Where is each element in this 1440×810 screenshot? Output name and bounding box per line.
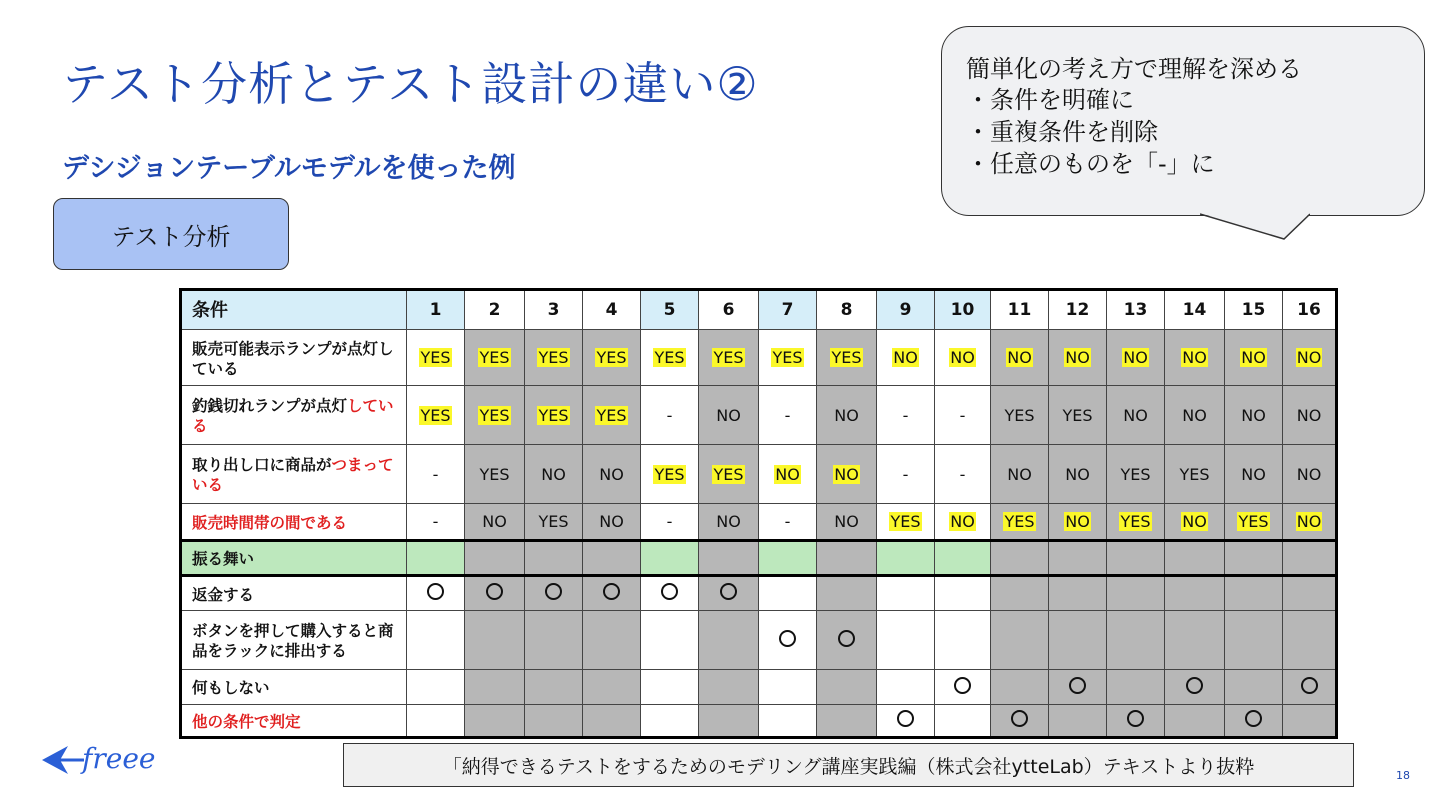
action-cell xyxy=(699,611,759,670)
condition-value: YES xyxy=(772,348,803,367)
circle-mark-icon xyxy=(1011,710,1028,727)
action-cell xyxy=(583,705,641,738)
action-cell xyxy=(817,611,877,670)
condition-cell xyxy=(1283,504,1337,541)
condition-value: NO xyxy=(834,405,859,425)
condition-cell xyxy=(699,504,759,541)
speech-bubble xyxy=(941,26,1425,216)
circle-mark-icon xyxy=(603,583,620,600)
condition-cell xyxy=(935,330,991,386)
circle-mark-icon xyxy=(897,710,914,727)
condition-value: NO xyxy=(1296,464,1322,484)
condition-cell xyxy=(759,386,817,445)
condition-cell xyxy=(877,504,935,541)
action-cell xyxy=(1283,705,1337,738)
behavior-label: 振る舞い xyxy=(181,541,407,576)
condition-cell xyxy=(1225,330,1283,386)
condition-label xyxy=(181,445,407,504)
action-cell xyxy=(1283,670,1337,705)
condition-value: NO xyxy=(1182,405,1207,425)
condition-cell xyxy=(407,330,465,386)
condition-cell xyxy=(935,445,991,504)
behavior-cell xyxy=(1283,541,1337,576)
condition-cell xyxy=(1049,330,1107,386)
condition-value: - xyxy=(432,464,439,484)
condition-cell xyxy=(877,445,935,504)
condition-value: YES xyxy=(538,348,569,367)
circle-mark-icon xyxy=(1069,677,1086,694)
action-cell xyxy=(759,705,817,738)
circle-mark-icon xyxy=(1301,677,1318,694)
behavior-cell xyxy=(525,541,583,576)
condition-cell xyxy=(935,504,991,541)
action-cell xyxy=(465,611,525,670)
condition-value: NO xyxy=(599,464,624,484)
condition-value: YES xyxy=(596,348,627,367)
condition-value: NO xyxy=(1296,512,1322,531)
behavior-cell xyxy=(583,541,641,576)
action-cell xyxy=(1107,705,1165,738)
condition-value: YES xyxy=(479,405,510,425)
bubble-item: ・重複条件を削除 xyxy=(966,118,1158,146)
condition-cell xyxy=(525,330,583,386)
condition-cell xyxy=(817,330,877,386)
condition-cell xyxy=(817,504,877,541)
condition-cell xyxy=(465,445,525,504)
condition-value: NO xyxy=(541,464,566,484)
action-cell xyxy=(583,670,641,705)
action-cell xyxy=(641,611,699,670)
action-cell xyxy=(1107,670,1165,705)
condition-cell xyxy=(583,330,641,386)
condition-cell xyxy=(699,445,759,504)
column-header: 3 xyxy=(525,290,583,330)
circle-mark-icon xyxy=(427,583,444,600)
action-label: ボタンを押して購入すると商品をラックに排出する xyxy=(181,611,407,670)
condition-value: - xyxy=(959,464,966,484)
condition-value: NO xyxy=(1065,464,1090,484)
condition-value: YES xyxy=(538,512,569,531)
column-header: 11 xyxy=(991,290,1049,330)
action-cell xyxy=(991,670,1049,705)
condition-cell xyxy=(1165,330,1225,386)
decision-table xyxy=(179,288,1338,739)
condition-value: YES xyxy=(1120,512,1151,531)
action-cell xyxy=(1107,576,1165,611)
column-header: 14 xyxy=(1165,290,1225,330)
action-cell xyxy=(1165,705,1225,738)
condition-value: YES xyxy=(479,348,510,367)
circle-mark-icon xyxy=(1127,710,1144,727)
condition-label-text: している xyxy=(192,397,394,435)
column-header: 4 xyxy=(583,290,641,330)
condition-value: NO xyxy=(1065,512,1090,531)
condition-label xyxy=(181,504,407,541)
condition-cell xyxy=(1225,504,1283,541)
condition-cell xyxy=(991,330,1049,386)
source-caption: 「納得できるテストをするためのモデリング講座実践編（株式会社ytteLab）テキストより抜粋 xyxy=(343,743,1354,787)
condition-value: YES xyxy=(1179,464,1210,484)
condition-value: YES xyxy=(654,464,685,484)
condition-value: NO xyxy=(1241,464,1266,484)
condition-cell xyxy=(1107,386,1165,445)
action-cell xyxy=(1225,670,1283,705)
condition-value: - xyxy=(902,405,909,425)
page-subtitle: デシジョンテーブルモデルを使った例 xyxy=(62,153,516,184)
condition-cell xyxy=(991,504,1049,541)
condition-cell xyxy=(1049,445,1107,504)
condition-cell xyxy=(1107,504,1165,541)
condition-label-text: 釣銭切れランプが点灯 xyxy=(192,397,348,415)
condition-value: NO xyxy=(1007,464,1032,484)
condition-value: NO xyxy=(716,405,741,425)
condition-cell xyxy=(817,445,877,504)
condition-value: NO xyxy=(1123,405,1148,425)
action-cell xyxy=(407,670,465,705)
condition-value: - xyxy=(666,405,673,425)
behavior-cell xyxy=(759,541,817,576)
condition-cell xyxy=(583,386,641,445)
action-cell xyxy=(583,611,641,670)
condition-value: - xyxy=(784,405,791,425)
condition-cell xyxy=(583,504,641,541)
condition-value: - xyxy=(432,512,439,531)
action-cell xyxy=(1049,670,1107,705)
circle-mark-icon xyxy=(954,677,971,694)
column-header: 6 xyxy=(699,290,759,330)
condition-cell xyxy=(759,504,817,541)
bubble-item: ・条件を明確に xyxy=(966,86,1134,114)
condition-cell xyxy=(699,386,759,445)
circle-mark-icon xyxy=(545,583,562,600)
condition-cell xyxy=(525,504,583,541)
action-cell xyxy=(699,576,759,611)
page-title: テスト分析とテスト設計の違い② xyxy=(62,57,759,111)
condition-value: YES xyxy=(1062,405,1093,425)
action-cell xyxy=(1225,611,1283,670)
behavior-cell xyxy=(817,541,877,576)
action-cell xyxy=(759,670,817,705)
condition-value: NO xyxy=(1182,348,1207,367)
condition-cell xyxy=(1107,330,1165,386)
condition-cell xyxy=(1225,445,1283,504)
section-tag: テスト分析 xyxy=(53,198,289,270)
condition-value: YES xyxy=(831,348,862,367)
condition-value: NO xyxy=(1123,348,1148,367)
circle-mark-icon xyxy=(779,630,796,647)
action-label: 返金する xyxy=(181,576,407,611)
condition-cell xyxy=(877,386,935,445)
condition-label-text: 販売可能表示ランプが点灯している xyxy=(192,339,394,378)
condition-value: YES xyxy=(890,512,921,531)
behavior-cell xyxy=(935,541,991,576)
condition-cell xyxy=(1283,386,1337,445)
behavior-cell xyxy=(991,541,1049,576)
behavior-cell xyxy=(699,541,759,576)
table-header-label: 条件 xyxy=(181,290,407,330)
condition-value: - xyxy=(666,512,673,531)
condition-cell xyxy=(407,386,465,445)
condition-value: NO xyxy=(834,512,859,531)
action-cell xyxy=(935,576,991,611)
action-cell xyxy=(641,576,699,611)
action-label: 他の条件で判定 xyxy=(181,705,407,738)
condition-cell xyxy=(641,386,699,445)
condition-value: - xyxy=(902,464,909,484)
column-header: 10 xyxy=(935,290,991,330)
action-cell xyxy=(1283,576,1337,611)
action-cell xyxy=(1165,670,1225,705)
behavior-cell xyxy=(407,541,465,576)
condition-value: YES xyxy=(420,348,451,367)
bubble-tail-icon xyxy=(1200,213,1310,241)
circle-mark-icon xyxy=(486,583,503,600)
condition-value: YES xyxy=(538,405,569,425)
condition-value: YES xyxy=(420,405,451,425)
action-cell xyxy=(1049,611,1107,670)
condition-cell xyxy=(1107,445,1165,504)
condition-value: NO xyxy=(1182,512,1207,531)
action-cell xyxy=(1107,611,1165,670)
condition-cell xyxy=(759,445,817,504)
column-header: 8 xyxy=(817,290,877,330)
action-cell xyxy=(935,611,991,670)
condition-cell xyxy=(583,445,641,504)
freee-logo xyxy=(38,738,188,788)
behavior-cell xyxy=(1165,541,1225,576)
behavior-cell xyxy=(877,541,935,576)
condition-value: NO xyxy=(893,348,918,367)
action-cell xyxy=(877,670,935,705)
action-cell xyxy=(759,611,817,670)
behavior-cell xyxy=(465,541,525,576)
condition-cell xyxy=(699,330,759,386)
action-cell xyxy=(817,670,877,705)
condition-value: YES xyxy=(1004,405,1035,425)
condition-label-text: 販売時間帯の間である xyxy=(192,513,348,532)
action-cell xyxy=(991,705,1049,738)
condition-cell xyxy=(641,504,699,541)
condition-value: NO xyxy=(1007,348,1032,367)
condition-value: NO xyxy=(1296,405,1322,425)
action-cell xyxy=(991,576,1049,611)
action-cell xyxy=(877,611,935,670)
circle-mark-icon xyxy=(1186,677,1203,694)
action-cell xyxy=(935,705,991,738)
action-cell xyxy=(991,611,1049,670)
action-cell xyxy=(817,705,877,738)
condition-value: YES xyxy=(1120,464,1151,484)
condition-cell xyxy=(991,445,1049,504)
column-header: 12 xyxy=(1049,290,1107,330)
condition-cell xyxy=(641,330,699,386)
condition-label xyxy=(181,386,407,445)
condition-value: NO xyxy=(599,512,624,531)
behavior-cell xyxy=(1225,541,1283,576)
column-header: 5 xyxy=(641,290,699,330)
action-cell xyxy=(465,705,525,738)
action-cell xyxy=(407,611,465,670)
action-cell xyxy=(817,576,877,611)
column-header: 15 xyxy=(1225,290,1283,330)
condition-cell xyxy=(465,504,525,541)
action-cell xyxy=(699,705,759,738)
action-cell xyxy=(525,611,583,670)
condition-cell xyxy=(465,330,525,386)
action-cell xyxy=(641,705,699,738)
circle-mark-icon xyxy=(661,583,678,600)
action-cell xyxy=(759,576,817,611)
column-header: 1 xyxy=(407,290,465,330)
condition-value: NO xyxy=(482,512,507,531)
condition-value: NO xyxy=(775,464,800,484)
condition-value: YES xyxy=(713,348,744,367)
condition-cell xyxy=(465,386,525,445)
condition-value: - xyxy=(959,405,966,425)
action-cell xyxy=(935,670,991,705)
condition-cell xyxy=(525,445,583,504)
condition-cell xyxy=(407,445,465,504)
column-header: 9 xyxy=(877,290,935,330)
circle-mark-icon xyxy=(838,630,855,647)
action-cell xyxy=(407,705,465,738)
action-cell xyxy=(1049,576,1107,611)
condition-cell xyxy=(877,330,935,386)
action-cell xyxy=(525,576,583,611)
action-cell xyxy=(525,670,583,705)
condition-value: NO xyxy=(1296,348,1322,367)
action-cell xyxy=(1165,576,1225,611)
condition-cell xyxy=(641,445,699,504)
action-cell xyxy=(465,576,525,611)
condition-cell xyxy=(1049,386,1107,445)
action-cell xyxy=(1225,576,1283,611)
condition-value: YES xyxy=(596,405,627,425)
condition-value: YES xyxy=(654,348,685,367)
condition-cell xyxy=(991,386,1049,445)
column-header: 13 xyxy=(1107,290,1165,330)
condition-value: YES xyxy=(1238,512,1269,531)
condition-value: NO xyxy=(716,512,741,531)
condition-cell xyxy=(1283,445,1337,504)
condition-value: - xyxy=(784,512,791,531)
action-cell xyxy=(1225,705,1283,738)
svg-text:freee: freee xyxy=(82,742,156,775)
condition-value: NO xyxy=(950,512,975,531)
action-cell xyxy=(877,705,935,738)
condition-cell xyxy=(1165,504,1225,541)
action-cell xyxy=(877,576,935,611)
condition-label-text: つまっている xyxy=(192,456,394,494)
action-cell xyxy=(641,670,699,705)
condition-label xyxy=(181,330,407,386)
behavior-cell xyxy=(1049,541,1107,576)
action-cell xyxy=(1165,611,1225,670)
action-cell xyxy=(465,670,525,705)
action-cell xyxy=(1049,705,1107,738)
condition-value: NO xyxy=(1065,348,1090,367)
column-header: 2 xyxy=(465,290,525,330)
condition-value: NO xyxy=(950,348,975,367)
condition-value: NO xyxy=(834,464,859,484)
condition-cell xyxy=(1049,504,1107,541)
condition-value: NO xyxy=(1241,405,1266,425)
circle-mark-icon xyxy=(720,583,737,600)
action-cell xyxy=(1283,611,1337,670)
condition-value: YES xyxy=(479,464,510,484)
action-label: 何もしない xyxy=(181,670,407,705)
circle-mark-icon xyxy=(1245,710,1262,727)
column-header: 7 xyxy=(759,290,817,330)
condition-cell xyxy=(525,386,583,445)
condition-value: YES xyxy=(1004,512,1035,531)
condition-value: YES xyxy=(713,464,744,484)
bubble-title: 簡単化の考え方で理解を深める xyxy=(966,55,1302,83)
condition-cell xyxy=(759,330,817,386)
action-cell xyxy=(583,576,641,611)
condition-cell xyxy=(1165,445,1225,504)
condition-cell xyxy=(1165,386,1225,445)
condition-cell xyxy=(407,504,465,541)
condition-cell xyxy=(817,386,877,445)
action-cell xyxy=(699,670,759,705)
bubble-item: ・任意のものを「-」に xyxy=(966,150,1215,178)
action-cell xyxy=(525,705,583,738)
condition-cell xyxy=(1225,386,1283,445)
condition-cell xyxy=(935,386,991,445)
behavior-cell xyxy=(1107,541,1165,576)
condition-label-text: 取り出し口に商品が xyxy=(192,456,332,474)
action-cell xyxy=(407,576,465,611)
condition-value: NO xyxy=(1241,348,1266,367)
page-number: 18 xyxy=(1396,769,1410,782)
behavior-cell xyxy=(641,541,699,576)
column-header: 16 xyxy=(1283,290,1337,330)
condition-cell xyxy=(1283,330,1337,386)
